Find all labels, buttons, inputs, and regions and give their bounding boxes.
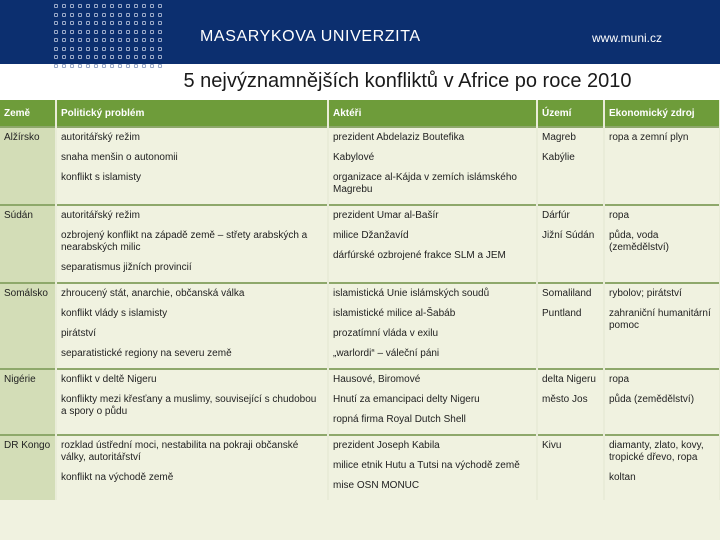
logo-dot	[142, 30, 146, 34]
actors-cell	[328, 283, 537, 369]
logo-dot	[86, 13, 90, 17]
actor-item: Kabylové	[333, 152, 375, 163]
country-cell	[0, 369, 56, 435]
resource-item: půda (zemědělství)	[609, 394, 695, 405]
logo-dot	[102, 38, 106, 42]
resource-item: ropa	[609, 210, 630, 221]
logo-dot	[94, 55, 98, 59]
logo-dot	[126, 64, 130, 68]
logo-dot	[94, 38, 98, 42]
logo-dot	[102, 30, 106, 34]
logo-dot	[62, 4, 66, 8]
logo-dot	[134, 55, 138, 59]
logo-dot	[102, 47, 106, 51]
logo-dot	[150, 30, 154, 34]
territory-cell	[537, 127, 604, 205]
logo-dot	[86, 4, 90, 8]
logo-dot	[158, 30, 162, 34]
problem-item: autoritářský režim	[61, 132, 140, 143]
logo-dot	[158, 38, 162, 42]
actor-item: dárfúrské ozbrojené frakce SLM a JEM	[333, 250, 506, 261]
logo-dot	[118, 38, 122, 42]
logo-dot	[54, 47, 58, 51]
logo-dot	[118, 13, 122, 17]
logo-dot	[94, 4, 98, 8]
logo-dot	[54, 21, 58, 25]
actor-item: prozatímní vláda v exilu	[333, 328, 439, 339]
resource-cell	[604, 127, 720, 205]
column-header: Země	[0, 100, 56, 127]
logo-dot	[102, 4, 106, 8]
logo-dot	[102, 64, 106, 68]
logo-dot	[78, 30, 82, 34]
logo-dot	[118, 64, 122, 68]
actor-item: islamistické milice al-Šabáb	[333, 308, 456, 319]
actors-cell	[328, 435, 537, 500]
problem-cell	[56, 205, 328, 283]
table-row	[0, 435, 720, 500]
problem-item: separatismus jižních provincií	[61, 262, 192, 273]
logo-dot	[158, 55, 162, 59]
logo-dot	[110, 13, 114, 17]
logo-dot	[86, 21, 90, 25]
logo-dot	[94, 21, 98, 25]
logo-dot	[150, 55, 154, 59]
logo-dot	[94, 64, 98, 68]
logo-dot	[118, 30, 122, 34]
logo-dot	[62, 38, 66, 42]
logo-dot	[86, 55, 90, 59]
country-name: Somálsko	[4, 288, 48, 299]
actor-item: prezident Joseph Kabila	[333, 440, 440, 451]
logo-dot	[142, 21, 146, 25]
university-logo-pattern	[52, 2, 167, 76]
logo-dot	[102, 21, 106, 25]
logo-dot	[70, 55, 74, 59]
logo-dot	[142, 13, 146, 17]
logo-dot	[150, 4, 154, 8]
actors-cell	[328, 205, 537, 283]
actor-item: milice Džanžavíd	[333, 230, 409, 241]
logo-dot	[142, 38, 146, 42]
problem-item: zhroucený stát, anarchie, občanská válka	[61, 288, 245, 299]
territory-cell	[537, 205, 604, 283]
logo-dot	[126, 4, 130, 8]
logo-dot	[78, 38, 82, 42]
column-header: Politický problém	[56, 100, 328, 127]
table-header-row	[0, 100, 720, 127]
actor-item: islamistická Unie islámských soudů	[333, 288, 490, 299]
territory-item: Puntland	[542, 308, 582, 319]
logo-dot	[150, 21, 154, 25]
country-name: Nigérie	[4, 374, 36, 385]
problem-cell	[56, 435, 328, 500]
logo-dot	[134, 4, 138, 8]
country-cell	[0, 283, 56, 369]
logo-dot	[150, 38, 154, 42]
problem-cell	[56, 127, 328, 205]
actors-cell	[328, 369, 537, 435]
logo-dot	[158, 64, 162, 68]
logo-dot	[78, 21, 82, 25]
logo-dot	[62, 55, 66, 59]
resource-item: diamanty, zlato, kovy, tropické dřevo, ropa	[609, 440, 704, 463]
territory-item: Dárfúr	[542, 210, 570, 221]
country-name: DR Kongo	[4, 440, 51, 451]
logo-dot	[110, 47, 114, 51]
logo-dot	[78, 47, 82, 51]
logo-dot	[110, 64, 114, 68]
logo-dot	[142, 55, 146, 59]
actor-item: prezident Umar al-Bašír	[333, 210, 439, 221]
logo-dot	[150, 47, 154, 51]
territory-cell	[537, 283, 604, 369]
problem-item: pirátství	[61, 328, 97, 339]
header-bar	[0, 0, 720, 64]
logo-dot	[134, 38, 138, 42]
territory-item: Kivu	[542, 440, 562, 451]
resource-cell	[604, 369, 720, 435]
logo-dot	[110, 38, 114, 42]
problem-item: separatistické regiony na severu země	[61, 348, 232, 359]
column-header: Aktéři	[328, 100, 537, 127]
logo-dot	[86, 38, 90, 42]
logo-dot	[54, 55, 58, 59]
territory-item: delta Nigeru	[542, 374, 596, 385]
resource-item: koltan	[609, 472, 636, 483]
actor-item: ropná firma Royal Dutch Shell	[333, 414, 466, 425]
logo-dot	[118, 47, 122, 51]
territory-cell	[537, 369, 604, 435]
territory-item: Somaliland	[542, 288, 592, 299]
actors-cell	[328, 127, 537, 205]
logo-dot	[126, 30, 130, 34]
problem-item: autoritářský režim	[61, 210, 140, 221]
territory-item: Jižní Súdán	[542, 230, 595, 241]
logo-dot	[70, 21, 74, 25]
logo-dot	[134, 13, 138, 17]
actor-item: prezident Abdelaziz Boutefika	[333, 132, 465, 143]
logo-dot	[78, 4, 82, 8]
resource-item: zahraniční humanitární pomoc	[609, 308, 711, 331]
logo-dot	[158, 13, 162, 17]
logo-dot	[142, 64, 146, 68]
territory-item: město Jos	[542, 394, 588, 405]
resource-item: ropa	[609, 374, 630, 385]
territory-cell	[537, 435, 604, 500]
logo-dot	[94, 30, 98, 34]
problem-item: konflikt vlády s islamisty	[61, 308, 168, 319]
logo-dot	[86, 30, 90, 34]
logo-dot	[86, 64, 90, 68]
logo-dot	[54, 64, 58, 68]
logo-dot	[126, 55, 130, 59]
logo-dot	[54, 30, 58, 34]
logo-dot	[118, 21, 122, 25]
problem-cell	[56, 369, 328, 435]
logo-dot	[54, 38, 58, 42]
logo-dot	[142, 4, 146, 8]
logo-dot	[70, 38, 74, 42]
logo-dot	[134, 47, 138, 51]
resource-item: ropa a zemní plyn	[609, 132, 689, 143]
problem-item: konflikty mezi křesťany a muslimy, související s chudobou a spory o půdu	[61, 394, 317, 417]
table-row	[0, 283, 720, 369]
actor-item: Hnutí za emancipaci delty Nigeru	[333, 394, 480, 405]
logo-dot	[126, 38, 130, 42]
logo-dot	[54, 13, 58, 17]
territory-item: Magreb	[542, 132, 576, 143]
logo-dot	[78, 13, 82, 17]
problem-item: snaha menšin o autonomii	[61, 152, 178, 163]
logo-dot	[118, 55, 122, 59]
logo-dot	[62, 13, 66, 17]
logo-dot	[150, 13, 154, 17]
website-link[interactable]: www.muni.cz	[592, 31, 663, 45]
logo-dot	[110, 4, 114, 8]
logo-dot	[78, 55, 82, 59]
logo-dot	[134, 21, 138, 25]
logo-dot	[62, 21, 66, 25]
actor-item: Hausové, Biromové	[333, 374, 421, 385]
university-name: MASARYKOVA UNIVERZITA	[200, 28, 421, 45]
problem-item: konflikt na východě země	[61, 472, 174, 483]
logo-dot	[158, 47, 162, 51]
logo-dot	[54, 4, 58, 8]
logo-dot	[102, 13, 106, 17]
logo-dot	[62, 64, 66, 68]
territory-item: Kabýlie	[542, 152, 575, 163]
logo-dot	[70, 13, 74, 17]
logo-dot	[78, 64, 82, 68]
logo-dot	[62, 30, 66, 34]
table-row	[0, 127, 720, 205]
actor-item: „warlordi“ – váleční páni	[333, 348, 440, 359]
logo-dot	[70, 30, 74, 34]
country-name: Súdán	[4, 210, 33, 221]
table-row	[0, 205, 720, 283]
country-cell	[0, 435, 56, 500]
resource-cell	[604, 283, 720, 369]
conflicts-table-container	[0, 100, 720, 540]
logo-dot	[94, 47, 98, 51]
problem-item: rozklad ústřední moci, nestabilita na pokraji občanské války, autoritářství	[61, 440, 299, 463]
logo-dot	[150, 64, 154, 68]
table-body	[0, 127, 720, 500]
actor-item: milice etnik Hutu a Tutsi na východě země	[333, 460, 520, 471]
logo-dot	[102, 55, 106, 59]
logo-dot	[142, 47, 146, 51]
logo-dot	[94, 13, 98, 17]
resource-item: půda, voda (zemědělství)	[609, 230, 670, 253]
country-cell	[0, 205, 56, 283]
country-cell	[0, 127, 56, 205]
actor-item: mise OSN MONUC	[333, 480, 420, 491]
logo-dot	[110, 55, 114, 59]
logo-dot	[126, 21, 130, 25]
table-row	[0, 369, 720, 435]
column-header: Ekonomický zdroj	[604, 100, 720, 127]
logo-dot	[158, 21, 162, 25]
logo-dot	[118, 4, 122, 8]
problem-cell	[56, 283, 328, 369]
logo-dot	[126, 13, 130, 17]
problem-item: konflikt s islamisty	[61, 172, 142, 183]
conflicts-table	[0, 100, 720, 500]
logo-dot	[70, 4, 74, 8]
resource-cell	[604, 435, 720, 500]
logo-dot	[86, 47, 90, 51]
column-header: Území	[537, 100, 604, 127]
logo-dot	[134, 64, 138, 68]
country-name: Alžírsko	[4, 132, 40, 143]
logo-dot	[70, 47, 74, 51]
logo-dot	[70, 64, 74, 68]
logo-dot	[110, 21, 114, 25]
problem-item: ozbrojený konflikt na západě země – střety arabských a nearabských milic	[61, 230, 308, 253]
actor-item: organizace al-Kájda v zemích islámského Magrebu	[333, 172, 517, 195]
problem-item: konflikt v deltě Nigeru	[61, 374, 157, 385]
resource-cell	[604, 205, 720, 283]
logo-dot	[62, 47, 66, 51]
logo-dot	[158, 4, 162, 8]
slide-title: 5 nejvýznamnějších konfliktů v Africe po roce 2010	[183, 70, 632, 92]
logo-dot	[126, 47, 130, 51]
resource-item: rybolov; pirátství	[609, 288, 682, 299]
logo-dot	[110, 30, 114, 34]
logo-dot	[134, 30, 138, 34]
